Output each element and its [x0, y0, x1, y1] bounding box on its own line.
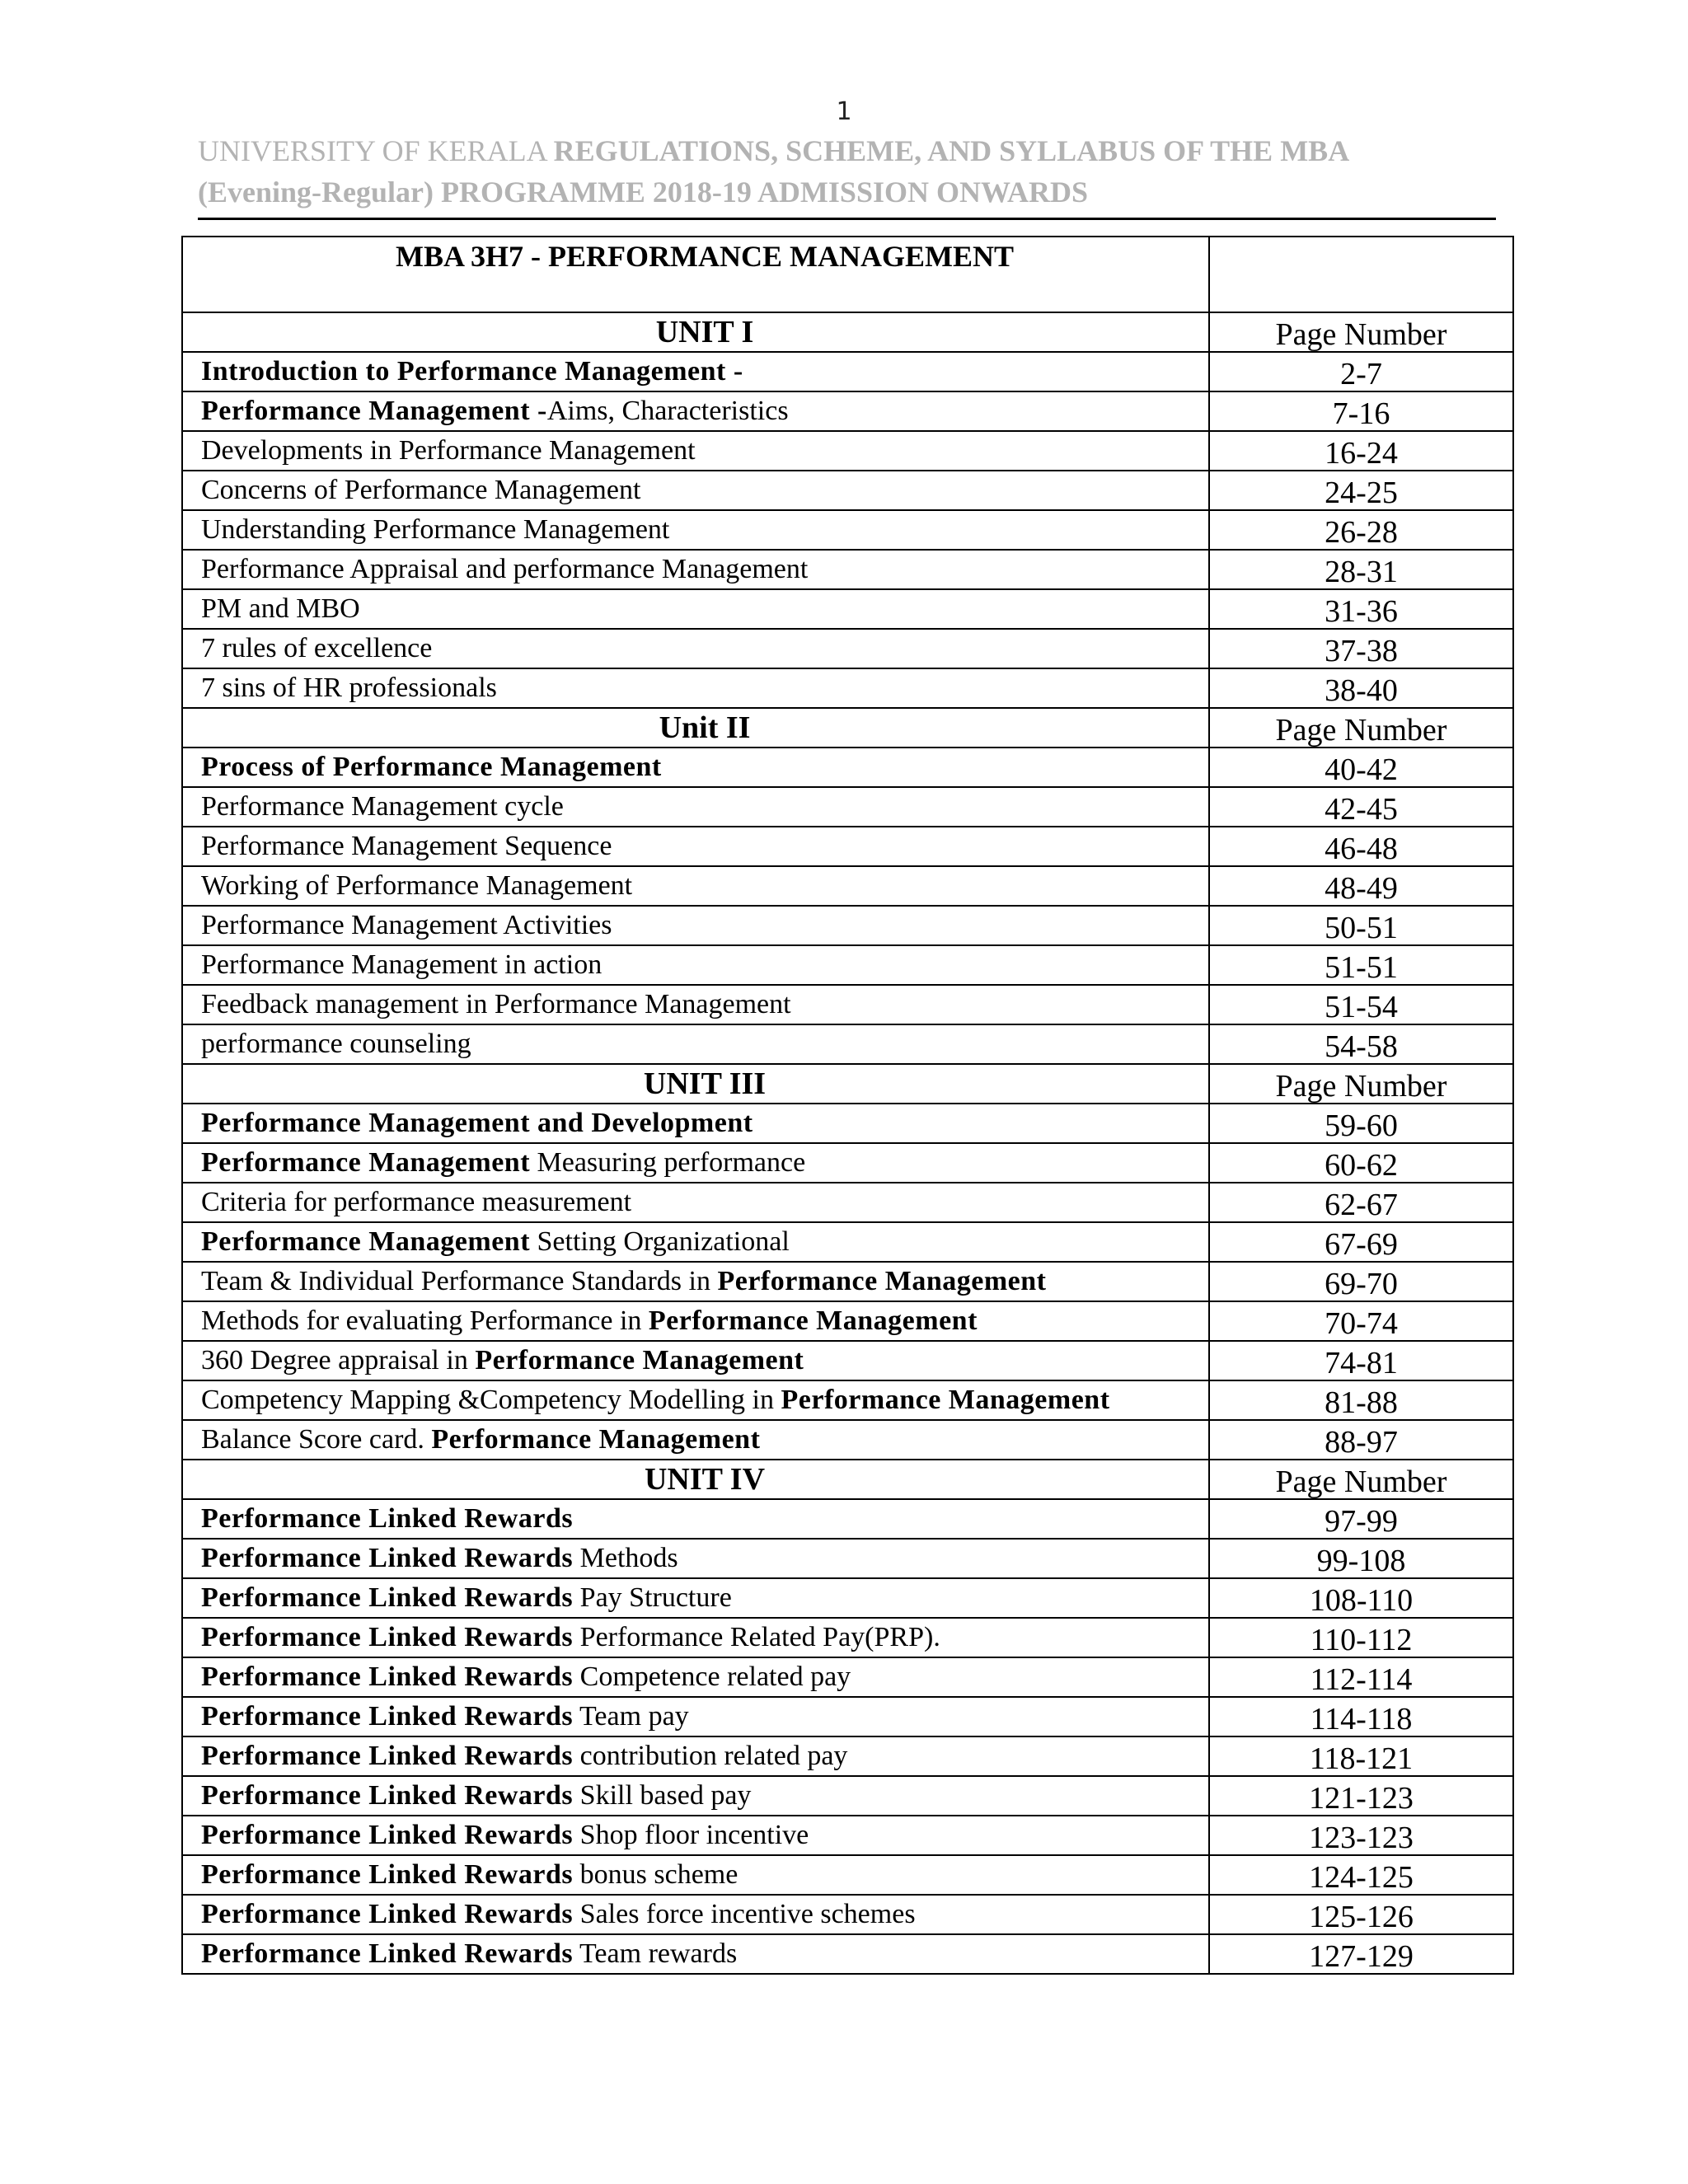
page-range-cell: 123-123	[1209, 1816, 1513, 1855]
topic-text: Team & Individual Performance Standards in	[201, 1266, 718, 1296]
topic-bold-text: Performance Linked Rewards	[201, 1701, 574, 1732]
topic-cell	[182, 510, 1209, 550]
course-title-blank	[1209, 237, 1513, 312]
topic-text: Performance Management Sequence	[201, 831, 612, 861]
page-number: 1	[836, 97, 852, 126]
table-row	[182, 1855, 1513, 1895]
page-range-cell: 99-108	[1209, 1539, 1513, 1578]
topic-cell	[182, 1895, 1209, 1934]
unit-header-row	[182, 1064, 1513, 1104]
topic-bold-text: Performance Linked Rewards	[201, 1820, 574, 1850]
topic-text: Skill based pay	[573, 1780, 752, 1811]
page-number-header: Page Number	[1209, 1460, 1513, 1499]
page-range-cell: 81-88	[1209, 1380, 1513, 1420]
topic-bold-text: Performance Linked Rewards	[201, 1622, 574, 1652]
topic-text: Developments in Performance Management	[201, 435, 696, 466]
table-row	[182, 1618, 1513, 1657]
syllabus-table	[181, 236, 1514, 1975]
table-row	[182, 471, 1513, 510]
page-range-cell: 2-7	[1209, 352, 1513, 391]
topic-text: Understanding Performance Management	[201, 514, 670, 545]
topic-bold-text: Performance Management and Development	[201, 1108, 753, 1138]
topic-cell	[182, 1024, 1209, 1064]
topic-text: Performance Management Activities	[201, 910, 612, 940]
page-range-cell: 127-129	[1209, 1934, 1513, 1974]
table-row	[182, 1143, 1513, 1183]
topic-bold-text: Performance Linked Rewards	[201, 1543, 574, 1573]
topic-cell	[182, 1578, 1209, 1618]
topic-text: Team pay	[573, 1701, 689, 1732]
table-row	[182, 906, 1513, 945]
topic-text: Concerns of Performance Management	[201, 475, 641, 505]
topic-bold-text: Performance Linked Rewards	[201, 1899, 574, 1929]
page-range-cell: 108-110	[1209, 1578, 1513, 1618]
topic-cell	[182, 1380, 1209, 1420]
table-row	[182, 1024, 1513, 1064]
topic-cell	[182, 352, 1209, 391]
unit-label: UNIT IV	[182, 1460, 1209, 1499]
topic-cell	[182, 1697, 1209, 1736]
header-university: UNIVERSITY OF KERALA	[198, 134, 546, 167]
header-programme: (Evening-Regular) PROGRAMME 2018-19 ADMISSION ONWARDS	[198, 176, 1088, 209]
page-number-header: Page Number	[1209, 1064, 1513, 1104]
topic-cell	[182, 629, 1209, 668]
page-range-cell: 125-126	[1209, 1895, 1513, 1934]
topic-bold-text: Performance Management	[475, 1345, 804, 1376]
table-row	[182, 1736, 1513, 1776]
topic-text: 7 rules of excellence	[201, 633, 433, 663]
page-range-cell: 40-42	[1209, 748, 1513, 787]
topic-text: Performance Management cycle	[201, 791, 564, 822]
page-range-cell: 26-28	[1209, 510, 1513, 550]
topic-cell	[182, 1657, 1209, 1697]
topic-bold-text: Performance Linked Rewards	[201, 1780, 574, 1811]
topic-cell	[182, 787, 1209, 827]
topic-text: 360 Degree appraisal in	[201, 1345, 476, 1376]
topic-cell	[182, 866, 1209, 906]
topic-bold-text: Performance Management	[648, 1305, 978, 1336]
page-range-cell: 114-118	[1209, 1697, 1513, 1736]
topic-bold-text: Performance Linked Rewards	[201, 1582, 574, 1613]
page-range-cell: 70-74	[1209, 1301, 1513, 1341]
topic-text: Competency Mapping &Competency Modelling in	[201, 1385, 781, 1415]
topic-text: Feedback management in Performance Management	[201, 989, 791, 1019]
topic-text: Methods for evaluating Performance in	[201, 1305, 649, 1336]
topic-cell	[182, 1816, 1209, 1855]
topic-text: Team rewards	[573, 1938, 738, 1969]
topic-cell	[182, 1262, 1209, 1301]
table-row	[182, 352, 1513, 391]
unit-label: UNIT III	[182, 1064, 1209, 1104]
table-row	[182, 668, 1513, 708]
table-row	[182, 945, 1513, 985]
topic-cell	[182, 1222, 1209, 1262]
topic-cell	[182, 945, 1209, 985]
topic-cell	[182, 1183, 1209, 1222]
table-row	[182, 629, 1513, 668]
table-row	[182, 1420, 1513, 1460]
table-row	[182, 1341, 1513, 1380]
topic-text: Measuring performance	[530, 1147, 806, 1178]
page-range-cell: 16-24	[1209, 431, 1513, 471]
page-range-cell: 46-48	[1209, 827, 1513, 866]
table-row	[182, 1657, 1513, 1697]
course-title: MBA 3H7 - PERFORMANCE MANAGEMENT	[182, 237, 1209, 312]
topic-text: Methods	[573, 1543, 678, 1573]
page-range-cell: 97-99	[1209, 1499, 1513, 1539]
table-row	[182, 1578, 1513, 1618]
topic-bold-text: Performance Linked Rewards	[201, 1938, 574, 1969]
topic-text: Aims, Characteristics	[546, 396, 789, 426]
table-row	[182, 1499, 1513, 1539]
topic-text: Performance Management in action	[201, 949, 603, 980]
topic-cell	[182, 827, 1209, 866]
table-title-row	[182, 237, 1513, 312]
topic-bold-text: Performance Management	[201, 1147, 531, 1178]
page-range-cell: 38-40	[1209, 668, 1513, 708]
table-row	[182, 787, 1513, 827]
unit-header-row	[182, 312, 1513, 352]
table-row	[182, 1895, 1513, 1934]
table-row	[182, 431, 1513, 471]
topic-bold-text: Performance Management	[201, 1226, 531, 1257]
page-range-cell: 51-51	[1209, 945, 1513, 985]
page-range-cell: 110-112	[1209, 1618, 1513, 1657]
topic-cell	[182, 1420, 1209, 1460]
topic-cell	[182, 471, 1209, 510]
topic-cell	[182, 985, 1209, 1024]
document-header	[198, 130, 1496, 220]
page-range-cell: 118-121	[1209, 1736, 1513, 1776]
topic-cell	[182, 1539, 1209, 1578]
topic-bold-text: Performance Management -	[201, 396, 547, 426]
topic-text: Setting Organizational	[530, 1226, 790, 1257]
topic-bold-text: Performance Linked Rewards	[201, 1503, 574, 1534]
table-row	[182, 589, 1513, 629]
topic-cell	[182, 1618, 1209, 1657]
topic-text: bonus scheme	[573, 1859, 738, 1890]
topic-text: Working of Performance Management	[201, 870, 633, 901]
table-row	[182, 1222, 1513, 1262]
topic-text: Criteria for performance measurement	[201, 1187, 632, 1217]
table-row	[182, 1380, 1513, 1420]
topic-text: performance counseling	[201, 1029, 471, 1059]
topic-text: 7 sins of HR professionals	[201, 673, 497, 703]
page-range-cell: 74-81	[1209, 1341, 1513, 1380]
page-range-cell: 59-60	[1209, 1104, 1513, 1143]
topic-bold-text: Performance Linked Rewards	[201, 1859, 574, 1890]
unit-header-row	[182, 1460, 1513, 1499]
table-row	[182, 550, 1513, 589]
topic-cell	[182, 1736, 1209, 1776]
page-range-cell: 54-58	[1209, 1024, 1513, 1064]
topic-cell	[182, 906, 1209, 945]
page-range-cell: 62-67	[1209, 1183, 1513, 1222]
topic-text: Balance Score card.	[201, 1424, 432, 1455]
topic-cell	[182, 1776, 1209, 1816]
table-row	[182, 1104, 1513, 1143]
topic-cell	[182, 391, 1209, 431]
page-range-cell: 24-25	[1209, 471, 1513, 510]
topic-text: Shop floor incentive	[573, 1820, 809, 1850]
topic-cell	[182, 668, 1209, 708]
table-row	[182, 866, 1513, 906]
header-regulations: REGULATIONS, SCHEME, AND SYLLABUS OF THE MBA	[553, 134, 1350, 167]
table-row	[182, 827, 1513, 866]
topic-text: PM and MBO	[201, 593, 360, 624]
table-row	[182, 1183, 1513, 1222]
page-range-cell: 69-70	[1209, 1262, 1513, 1301]
table-row	[182, 1697, 1513, 1736]
topic-cell	[182, 1341, 1209, 1380]
page-range-cell: 42-45	[1209, 787, 1513, 827]
page-range-cell: 28-31	[1209, 550, 1513, 589]
topic-cell	[182, 431, 1209, 471]
page-range-cell: 124-125	[1209, 1855, 1513, 1895]
page-range-cell: 112-114	[1209, 1657, 1513, 1697]
topic-cell	[182, 1104, 1209, 1143]
table-row	[182, 391, 1513, 431]
topic-cell	[182, 748, 1209, 787]
table-row	[182, 510, 1513, 550]
table-row	[182, 985, 1513, 1024]
page-range-cell: 51-54	[1209, 985, 1513, 1024]
topic-text: Performance Related Pay(PRP).	[573, 1622, 940, 1652]
page-range-cell: 60-62	[1209, 1143, 1513, 1183]
topic-text: contribution related pay	[573, 1741, 848, 1771]
page-number-header: Page Number	[1209, 708, 1513, 748]
table-row	[182, 1539, 1513, 1578]
unit-label: UNIT I	[182, 312, 1209, 352]
page-range-cell: 31-36	[1209, 589, 1513, 629]
topic-cell	[182, 1934, 1209, 1974]
page-range-cell: 88-97	[1209, 1420, 1513, 1460]
table-row	[182, 748, 1513, 787]
topic-bold-text: Performance Management	[431, 1424, 761, 1455]
topic-cell	[182, 550, 1209, 589]
topic-text: Pay Structure	[573, 1582, 732, 1613]
topic-text: Competence related pay	[573, 1661, 851, 1692]
topic-bold-text: Performance Management	[781, 1385, 1110, 1415]
page-range-cell: 37-38	[1209, 629, 1513, 668]
table-row	[182, 1776, 1513, 1816]
unit-header-row	[182, 708, 1513, 748]
topic-bold-text: Performance Linked Rewards	[201, 1661, 574, 1692]
page-range-cell: 67-69	[1209, 1222, 1513, 1262]
page-range-cell: 121-123	[1209, 1776, 1513, 1816]
topic-cell	[182, 1301, 1209, 1341]
topic-cell	[182, 1499, 1209, 1539]
page-range-cell: 48-49	[1209, 866, 1513, 906]
topic-bold-text: Performance Linked Rewards	[201, 1741, 574, 1771]
unit-label: Unit II	[182, 708, 1209, 748]
page-range-cell: 7-16	[1209, 391, 1513, 431]
page-range-cell: 50-51	[1209, 906, 1513, 945]
page-number-header: Page Number	[1209, 312, 1513, 352]
table-row	[182, 1934, 1513, 1974]
topic-cell	[182, 589, 1209, 629]
table-row	[182, 1816, 1513, 1855]
topic-bold-text: Process of Performance Management	[201, 752, 662, 782]
topic-bold-text: Performance Management	[717, 1266, 1047, 1296]
topic-bold-text: Introduction to Performance Management -	[201, 356, 743, 387]
topic-text: Sales force incentive schemes	[573, 1899, 916, 1929]
topic-cell	[182, 1855, 1209, 1895]
topic-text: Performance Appraisal and performance Management	[201, 554, 809, 584]
table-row	[182, 1301, 1513, 1341]
table-row	[182, 1262, 1513, 1301]
topic-cell	[182, 1143, 1209, 1183]
